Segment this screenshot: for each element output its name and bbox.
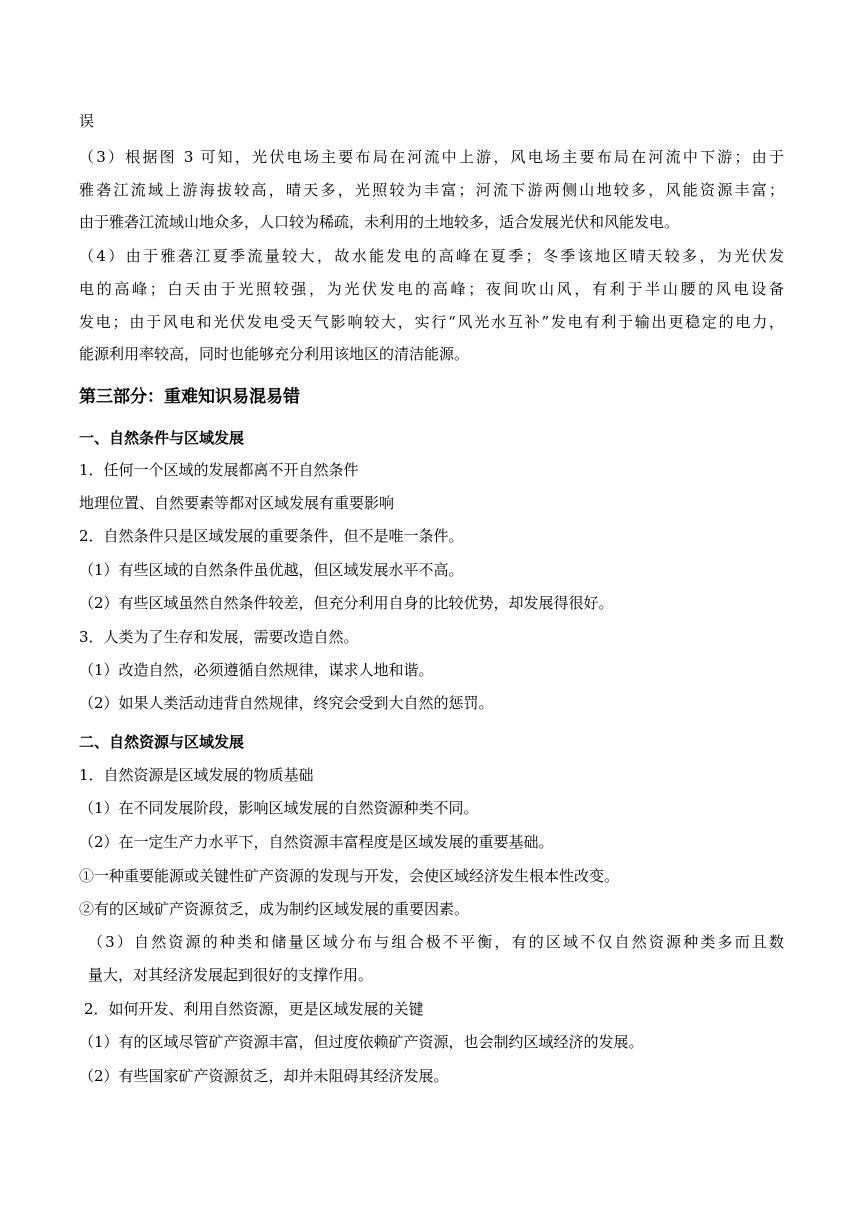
list-item: ①一种重要能源或关键性矿产资源的发现与开发，会使区域经济发生根本性改变。 bbox=[79, 867, 620, 885]
list-item: （1）有些区域的自然条件虽优越，但区域发展水平不高。 bbox=[79, 561, 464, 579]
list-item: （1）改造自然，必须遵循自然规律，谋求人地和谐。 bbox=[79, 661, 434, 679]
list-item: 量大，对其经济发展起到很好的支撑作用。 bbox=[88, 966, 374, 984]
list-item: 2．如何开发、利用自然资源，更是区域发展的关键 bbox=[84, 1000, 424, 1018]
list-item: （2）有些区域虽然自然条件较差，但充分利用自身的比较优势，却发展得很好。 bbox=[79, 594, 614, 612]
list-item: 2．自然条件只是区域发展的重要条件，但不是唯一条件。 bbox=[79, 527, 464, 545]
list-item: （3）自然资源的种类和储量区域分布与组合极不平衡，有的区域不仅自然资源种类多而且数 bbox=[88, 933, 784, 951]
subsection-heading: 一、自然条件与区域发展 bbox=[79, 429, 245, 447]
answer-4-line: 能源利用率较高，同时也能够充分利用该地区的清洁能源。 bbox=[79, 345, 470, 363]
list-item: ②有的区域矿产资源贫乏，成为制约区域发展的重要因素。 bbox=[79, 900, 470, 918]
answer-3-line: 雅砻江流域上游海拔较高，晴天多，光照较为丰富；河流下游两侧山地较多，风能资源丰富； bbox=[79, 181, 784, 199]
list-item: 1．自然资源是区域发展的物质基础 bbox=[79, 766, 314, 784]
list-item: 3．人类为了生存和发展，需要改造自然。 bbox=[79, 628, 359, 646]
subsection-heading: 二、自然资源与区域发展 bbox=[79, 733, 245, 751]
answer-4-line: 电的高峰；白天由于光照较强，为光伏发电的高峰；夜间吹山风，有利于半山腰的风电设备 bbox=[79, 280, 784, 298]
list-item: （2）如果人类活动违背自然规律，终究会受到大自然的惩罚。 bbox=[79, 694, 494, 712]
answer-3-line: 由于雅砻江流域山地众多，人口较为稀疏，未利用的土地较多，适合发展光伏和风能发电。 bbox=[79, 213, 680, 231]
answer-3-line: （3）根据图 3 可知，光伏电场主要布局在河流中上游，风电场主要布局在河流中下游；由于 bbox=[79, 148, 784, 166]
list-item: （1）有的区域尽管矿产资源丰富，但过度依赖矿产资源，也会制约区域经济的发展。 bbox=[79, 1033, 644, 1051]
list-item: （2）在一定生产力水平下，自然资源丰富程度是区域发展的重要基础。 bbox=[79, 833, 554, 851]
list-item: （1）在不同发展阶段，影响区域发展的自然资源种类不同。 bbox=[79, 799, 479, 817]
section-heading: 第三部分：重难知识易混易错 bbox=[79, 387, 300, 407]
text-line: 误 bbox=[79, 112, 95, 130]
list-item: 1．任何一个区域的发展都离不开自然条件 bbox=[79, 461, 359, 479]
answer-4-line: （4）由于雅砻江夏季流量较大，故水能发电的高峰在夏季；冬季该地区晴天较多，为光伏发 bbox=[79, 247, 784, 265]
list-item: （2）有些国家矿产资源贫乏，却并未阻碍其经济发展。 bbox=[79, 1067, 449, 1085]
answer-4-line: 发电；由于风电和光伏发电受天气影响较大，实行“风光水互补”发电有利于输出更稳定的电力， bbox=[79, 313, 784, 331]
text-line: 地理位置、自然要素等都对区域发展有重要影响 bbox=[79, 494, 395, 512]
